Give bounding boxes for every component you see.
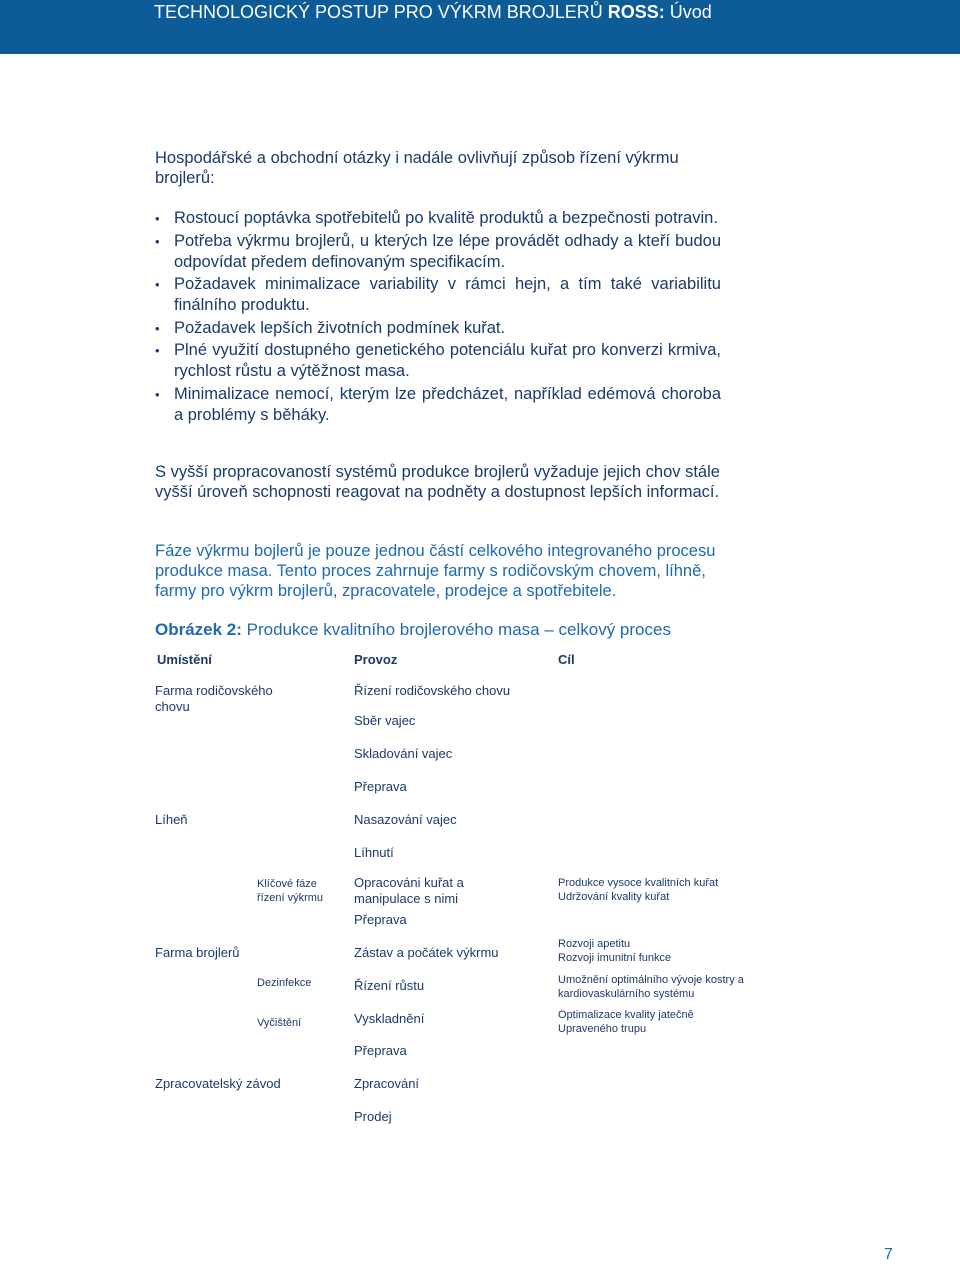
- goal-item: Produkce vysoce kvalitních kuřat Udržování kvality kuřat: [558, 877, 719, 903]
- column-header-operation: Provoz: [354, 652, 398, 667]
- location-hatchery: Líheň: [155, 812, 188, 827]
- figure-label: Obrázek 2:: [155, 620, 242, 639]
- header-document-title: TECHNOLOGICKÝ POSTUP PRO VÝKRM BROJLERŮ: [154, 2, 603, 22]
- list-item: [155, 384, 721, 426]
- phase-disinfection: Dezinfekce: [257, 977, 312, 989]
- operation-item: Řízení růstu: [354, 978, 425, 993]
- figure-caption: Produkce kvalitního brojlerového masa – celkový proces: [246, 620, 671, 639]
- operation-item: Zpracování: [354, 1076, 420, 1091]
- figure-title: [155, 620, 671, 640]
- header-brand: ROSS:: [607, 2, 665, 22]
- list-item-text: Rostoucí poptávka spotřebitelů po kvalitě produktů a bezpečnosti potravin.: [174, 209, 718, 227]
- column-header-location: Umístění: [157, 652, 212, 667]
- bullet-list: [155, 208, 721, 427]
- phase-cleaning: Vyčištění: [257, 1017, 302, 1029]
- goal-item: Umožnění optimálního vývoje kostry a kardiovaskulárního systému: [558, 974, 744, 1000]
- paragraph-integration: Fáze výkrmu bojlerů je pouze jednou částí celkového integrovaného procesu produkce masa. Tento proces zahrnuje farmy s rodičovským chovem, líhně, farmy pro výkrm brojlerů, zpracovatele, prodejce a spotřebitele.: [155, 542, 716, 600]
- operation-item: Řízení rodičovského chovu: [354, 683, 511, 698]
- list-item-text: Minimalizace nemocí, kterým lze předcházet, například edémová choroba a problémy s běháky.: [174, 384, 721, 424]
- list-item: [155, 274, 721, 316]
- bullet-icon: •: [155, 211, 160, 226]
- intro-paragraph: Hospodářské a obchodní otázky i nadále ovlivňují způsob řízení výkrmu brojlerů:: [155, 149, 679, 187]
- key-phases-label: Klíčové fáze řízení výkrmu: [257, 878, 324, 904]
- bullet-icon: •: [155, 386, 160, 402]
- operation-item: Nasazování vajec: [354, 812, 457, 827]
- location-parent-farm: Farma rodičovského chovu: [155, 683, 273, 714]
- location-processing-plant: Zpracovatelský závod: [155, 1076, 281, 1091]
- paragraph-systems: S vyšší propracovaností systémů produkce brojlerů vyžaduje jejich chov stále vyšší úroveň schopnosti reagovat na podněty a dostupnost lepších informací.: [155, 463, 720, 501]
- list-item: [155, 231, 721, 273]
- list-item: [155, 318, 721, 339]
- operation-item: Vyskladnění: [354, 1011, 425, 1026]
- location-broiler-farm: Farma brojlerů: [155, 945, 240, 960]
- list-item-text: Požadavek lepších životních podmínek kuřat.: [174, 318, 506, 337]
- goal-item: Rozvoji apetitu Rozvoji imunitní funkce: [558, 938, 672, 964]
- operation-item: Přeprava: [354, 779, 407, 794]
- list-item: [155, 340, 721, 382]
- list-item-text: Plné využití dostupného genetického potenciálu kuřat pro konverzi krmiva, rychlost růstu a výtěžnost masa.: [174, 341, 721, 380]
- operation-item: Skladování vajec: [354, 746, 453, 761]
- list-item-text: Potřeba výkrmu brojlerů, u kterých lze lépe provádět odhady a kteří budou odpovídat předem definovaným specifikacím.: [174, 231, 721, 271]
- header-section: Úvod: [669, 2, 712, 22]
- list-item-text: Požadavek minimalizace variability v rámci hejn, a tím také variabilitu finálního produktu.: [174, 275, 721, 314]
- operation-item: Líhnutí: [354, 845, 394, 860]
- bullet-icon: •: [155, 277, 160, 292]
- goal-item: Optimalizace kvality jatečně Upraveného trupu: [558, 1009, 694, 1035]
- operation-item: Opracováni kuřat a manipulace s nimi: [354, 875, 464, 906]
- list-item: [155, 208, 721, 229]
- page-header: [0, 0, 960, 54]
- bullet-icon: •: [155, 343, 160, 358]
- bullet-icon: •: [155, 233, 160, 249]
- column-header-goal: Cíl: [558, 652, 575, 667]
- operation-item: Sběr vajec: [354, 713, 416, 728]
- page-number: 7: [884, 1246, 893, 1263]
- operation-item: Přeprava: [354, 912, 407, 927]
- operation-item: Zástav a počátek výkrmu: [354, 945, 499, 960]
- header-title: [154, 0, 712, 24]
- operation-item: Přeprava: [354, 1043, 407, 1058]
- bullet-icon: •: [155, 320, 160, 336]
- operation-item: Prodej: [354, 1109, 392, 1124]
